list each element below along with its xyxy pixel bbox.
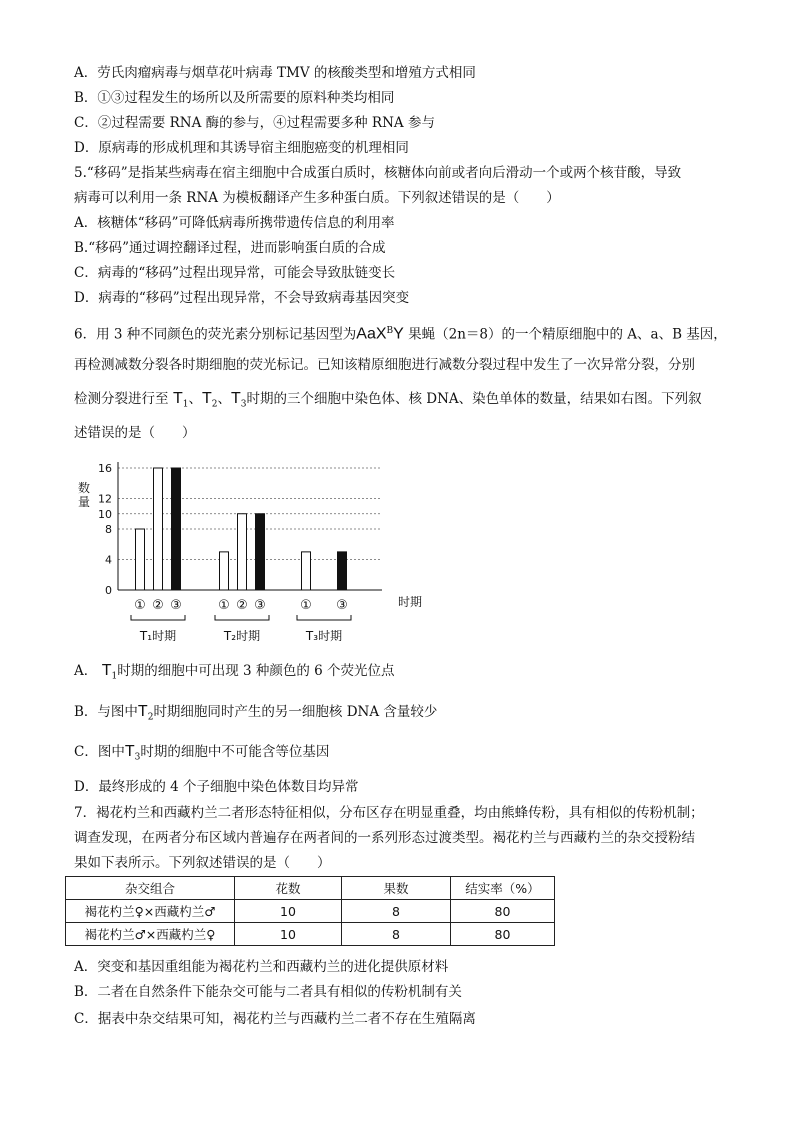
q4-option-b: B．①③过程发生的场所以及所需要的原料种类均相同 — [74, 90, 395, 106]
group-bracket — [215, 615, 269, 620]
q4-option-d: D．原病毒的形成机理和其诱导宿主细胞癌变的机理相同 — [74, 140, 409, 156]
table-header: 果数 — [342, 877, 451, 900]
bar — [238, 514, 247, 590]
q5-option-c: C．病毒的“移码”过程出现异常，可能会导致肽链变长 — [74, 265, 396, 281]
q5-option-d: D．病毒的“移码”过程出现异常，不会导致病毒基因突变 — [74, 290, 410, 306]
q5-stem-line1: 5.“移码”是指某些病毒在宿主细胞中合成蛋白质时，核糖体向前或者向后滑动一个或两个核苷酸，导致 — [74, 165, 682, 181]
y-tick-label: 12 — [98, 492, 112, 506]
table-header: 结实率（%） — [451, 877, 555, 900]
bar — [172, 468, 181, 590]
group-label: T₁时期 — [139, 629, 177, 643]
table-cell: 褐花杓兰♂×西藏杓兰♀ — [66, 923, 235, 946]
bar-marker-label: ③ — [170, 598, 182, 613]
q7-option-a: A．突变和基因重组能为褐花杓兰和西藏杓兰的进化提供原材料 — [74, 959, 449, 975]
table-header: 花数 — [235, 877, 342, 900]
group-bracket — [131, 615, 185, 620]
q5-option-a: A．核糖体“移码”可降低病毒所携带遗传信息的利用率 — [74, 215, 395, 231]
table-cell: 褐花杓兰♀×西藏杓兰♂ — [66, 900, 235, 923]
y-tick-label: 4 — [105, 553, 112, 567]
table-cell: 80 — [451, 900, 555, 923]
q6-option-d: D．最终形成的 4 个子细胞中染色体数目均异常 — [74, 779, 359, 795]
x-axis-label: 时期 — [398, 595, 423, 609]
bar — [338, 552, 347, 590]
table-cell: 8 — [342, 900, 451, 923]
q5-stem-line2: 病毒可以利用一条 RNA 为模板翻译产生多种蛋白质。下列叙述错误的是（ ） — [74, 190, 560, 206]
q6-stem-line3: 检测分裂进行至 $T_1$、$T_2$、$T_3$时期的三个细胞中染色体、核 DNA、染色单体的数量，结果如右图。下列叙 — [74, 390, 702, 410]
group-bracket — [297, 615, 351, 620]
q7-stem-line1: 7．褐花杓兰和西藏杓兰二者形态特征相似，分布区存在明显重叠，均由熊蜂传粉，具有相似的传粉机制； — [74, 805, 704, 821]
table-header: 杂交组合 — [66, 877, 235, 900]
table-cell: 10 — [235, 900, 342, 923]
q6-stem-line4: 述错误的是（ ） — [74, 425, 196, 441]
bar-marker-label: ② — [152, 598, 164, 613]
q6-option-c: C．图中$T_3$时期的细胞中不可能含等位基因 — [74, 743, 330, 763]
bar — [302, 552, 311, 590]
table-row — [66, 900, 555, 923]
q7-stem-line3: 果如下表所示。下列叙述错误的是（ ） — [74, 855, 331, 871]
table-row — [66, 923, 555, 946]
q4-option-a: A．劳氏肉瘤病毒与烟草花叶病毒 TMV 的核酸类型和增殖方式相同 — [74, 65, 476, 81]
group-label: T₃时期 — [305, 629, 343, 643]
q5-option-b: B.“移码”通过调控翻译过程，进而影响蛋白质的合成 — [74, 240, 386, 256]
bar-marker-label: ③ — [336, 598, 348, 613]
q6-option-b: B．与图中$T_2$时期细胞同时产生的另一细胞核 DNA 含量较少 — [74, 703, 438, 723]
q7-option-c: C．据表中杂交结果可知，褐花杓兰与西藏杓兰二者不存在生殖隔离 — [74, 1011, 476, 1027]
bar-marker-label: ① — [300, 598, 312, 613]
q6-option-a: A． $T_1$时期的细胞中可出现 3 种颜色的 6 个荧光位点 — [74, 662, 395, 682]
bar — [136, 529, 145, 590]
bar — [220, 552, 229, 590]
table-cell: 8 — [342, 923, 451, 946]
bar-marker-label: ① — [218, 598, 230, 613]
hybridization-table — [65, 876, 555, 946]
bar-marker-label: ② — [236, 598, 248, 613]
group-label: T₂时期 — [223, 629, 261, 643]
table-header-row — [66, 877, 555, 900]
y-tick-label: 8 — [105, 523, 112, 536]
y-axis-label: 数量 — [78, 481, 91, 509]
bar — [154, 468, 163, 590]
y-tick-label: 16 — [98, 462, 112, 475]
q7-stem-line2: 调查发现，在两者分布区域内普遍存在两者间的一系列形态过渡类型。褐花杓兰与西藏杓兰的杂交授粉结 — [74, 830, 695, 846]
y-tick-label: 10 — [98, 507, 112, 521]
q6-stem-line2: 再检测减数分裂各时期细胞的荧光标记。已知该精原细胞进行减数分裂过程中发生了一次异常分裂，分别 — [74, 357, 695, 373]
table-cell: 10 — [235, 923, 342, 946]
bar — [256, 514, 265, 590]
bar-marker-label: ③ — [254, 598, 266, 613]
chromosome-count-bar-chart — [70, 452, 450, 652]
table-cell: 80 — [451, 923, 555, 946]
bar-marker-label: ① — [134, 598, 146, 613]
q4-option-c: C．②过程需要 RNA 酶的参与，④过程需要多种 RNA 参与 — [74, 115, 435, 131]
q7-option-b: B．二者在自然条件下能杂交可能与二者具有相似的传粉机制有关 — [74, 984, 462, 1000]
q6-stem-line1: 6．用 3 种不同颜色的荧光素分别标记基因型为AaX$^B$Y 果蝇（2n＝8）的一个精原细胞中的 A、a、B 基因， — [74, 325, 727, 343]
y-tick-label: 0 — [105, 584, 112, 597]
